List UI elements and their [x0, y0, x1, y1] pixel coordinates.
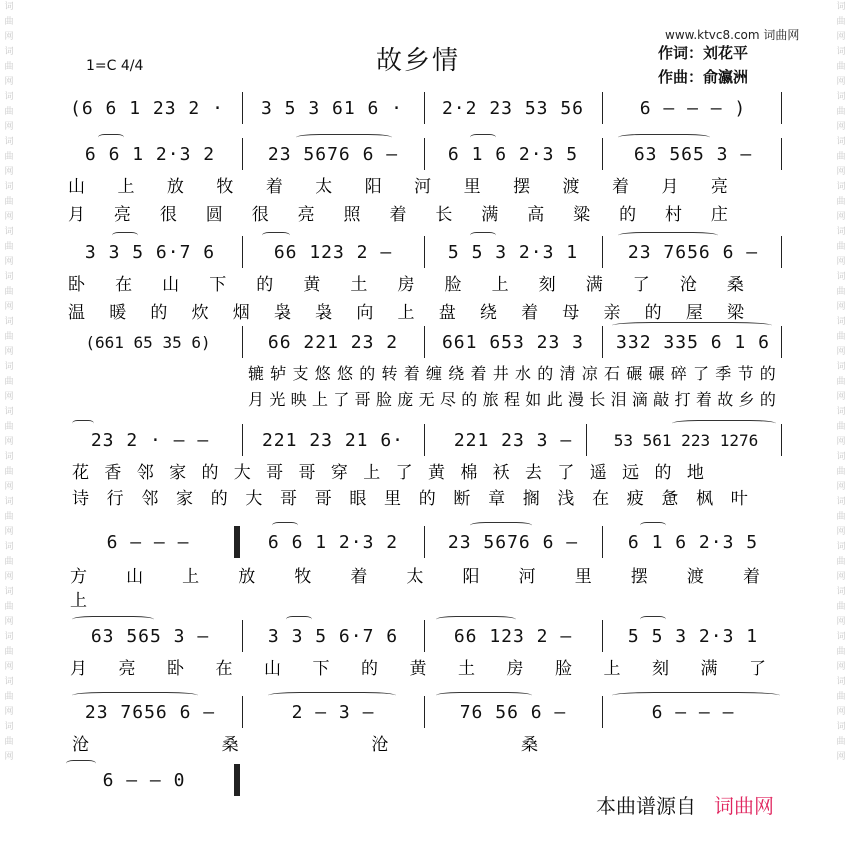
measure: 66 123 2 — — [273, 241, 393, 263]
lyric-char: 月 — [661, 176, 679, 197]
lyric-char: 行 — [106, 488, 124, 509]
lyric-char: 袄 — [492, 462, 510, 483]
score-row-2 — [0, 138, 850, 174]
barline — [781, 424, 782, 456]
barline — [602, 620, 603, 652]
lyric-char: 了 — [333, 389, 350, 409]
measure: 5 5 3 2·3 1 — [627, 625, 759, 647]
lyric-char: 太 — [315, 176, 333, 197]
lyric-char: 亮 — [297, 204, 315, 225]
lyric-char: 亲 — [603, 302, 621, 323]
lyric-char: 里 — [463, 176, 481, 197]
lyric-char: 哥 — [280, 488, 298, 509]
lyric-char: 的 — [654, 462, 672, 483]
lyric-char: 的 — [759, 389, 776, 409]
lyric-char: 水 — [515, 363, 532, 383]
lyric-char: 渡 — [686, 566, 704, 587]
lyric-char: 着 — [350, 566, 368, 587]
barline — [424, 236, 425, 268]
lyric-char: 着 — [695, 389, 712, 409]
lyric-char: 了 — [395, 462, 413, 483]
slur — [98, 134, 124, 141]
lyric-char: 下 — [312, 658, 330, 679]
slur — [72, 692, 198, 699]
lyric-char: 映 — [290, 389, 307, 409]
lyric-char: 阳 — [462, 566, 480, 587]
lyric-char: 断 — [453, 488, 471, 509]
measure: 66 221 23 2 — [267, 331, 399, 353]
measure: 332 335 6 1 6 — [616, 331, 770, 353]
barline — [424, 138, 425, 170]
final-barline — [234, 764, 240, 796]
lyric-char: 摆 — [513, 176, 531, 197]
lyric-char: 牧 — [294, 566, 312, 587]
lyric-char: 满 — [585, 274, 603, 295]
lyric-char: 诗 — [72, 488, 89, 509]
slur — [268, 692, 396, 699]
lyric-char: 脸 — [555, 658, 572, 679]
lyric-char: 河 — [414, 176, 432, 197]
lyric-char: 阳 — [364, 176, 382, 197]
lyric-char: 家 — [176, 488, 194, 509]
lyric-char: 节 — [737, 363, 754, 383]
lyric-char: 亮 — [710, 176, 728, 197]
lyric-char: 在 — [592, 488, 610, 509]
lyric-char: 桑 — [221, 734, 239, 755]
lyric-char: 遥 — [589, 462, 607, 483]
lyric-char: 浅 — [557, 488, 575, 509]
lyric-char: 疲 — [626, 488, 644, 509]
barline — [424, 424, 425, 456]
lyric-char: 邻 — [136, 462, 154, 483]
slur — [612, 322, 772, 329]
lyric-char: 惫 — [661, 488, 679, 509]
lyric-char: 的 — [759, 363, 776, 383]
measure: (6 6 1 23 2 · — [70, 97, 224, 119]
lyric-char: 上 — [491, 274, 509, 295]
slur — [66, 760, 96, 767]
lyric-char: 的 — [201, 462, 219, 483]
lyric-char: 敲 — [653, 389, 670, 409]
measure: 63 565 3 — — [633, 143, 753, 165]
lyric-char: 悠 — [314, 363, 331, 383]
composer-credit: 作曲：俞瀛洲 — [658, 68, 749, 86]
barline — [242, 620, 243, 652]
lyric-line-verse-1 — [68, 270, 744, 294]
lyric-char: 碎 — [670, 363, 687, 383]
measure: 221 23 21 6· — [261, 429, 405, 451]
lyric-char: 棉 — [460, 462, 478, 483]
lyric-char: 了 — [632, 274, 650, 295]
barline — [781, 236, 782, 268]
measure: 6 — — — — [106, 531, 190, 553]
slur — [612, 692, 780, 699]
lyric-char: 支 — [292, 363, 309, 383]
score-row-5 — [0, 424, 850, 460]
lyric-char: 牧 — [216, 176, 234, 197]
lyric-line — [72, 730, 538, 754]
lyric-char: 家 — [169, 462, 187, 483]
lyric-line-verse-2 — [72, 484, 748, 508]
slur — [296, 134, 392, 141]
lyric-char: 哥 — [354, 389, 371, 409]
measure: 6 6 1 2·3 2 — [267, 531, 399, 553]
measure: 23 5676 6 — — [447, 531, 579, 553]
slur — [618, 134, 710, 141]
lyric-char: 井 — [492, 363, 509, 383]
measure: 6 6 1 2·3 2 — [84, 143, 216, 165]
score-row-3 — [0, 236, 850, 272]
lyric-char: 着 — [389, 204, 407, 225]
lyric-char: 土 — [458, 658, 475, 679]
lyric-char: 悠 — [337, 363, 354, 383]
barline — [424, 696, 425, 728]
lyric-char: 的 — [537, 363, 554, 383]
lyric-char: 烟 — [232, 302, 250, 323]
slur — [470, 522, 532, 529]
lyric-char: 香 — [104, 462, 122, 483]
slur — [286, 616, 312, 623]
lyric-char: 着 — [403, 363, 420, 383]
lyric-char: 漫 — [567, 389, 584, 409]
lyric-char: 的 — [461, 389, 478, 409]
lyric-line-verse-2 — [68, 298, 744, 322]
repeat-barline — [234, 526, 240, 558]
lyric-char: 刻 — [652, 658, 669, 679]
site-url[interactable]: www.ktvc8.com 词曲网 — [665, 28, 800, 42]
measure: 5 5 3 2·3 1 — [447, 241, 579, 263]
measure: 66 123 2 — — [453, 625, 573, 647]
lyric-char: 泪 — [610, 389, 627, 409]
lyric-char: 碾 — [626, 363, 643, 383]
lyric-char: 滴 — [631, 389, 648, 409]
lyric-char: 穿 — [330, 462, 348, 483]
measure: 6 1 6 2·3 5 — [447, 143, 579, 165]
lyric-char: 黄 — [303, 274, 321, 295]
slur — [672, 420, 776, 427]
lyric-char: 清 — [559, 363, 576, 383]
barline — [602, 236, 603, 268]
lyric-char: 凉 — [581, 363, 598, 383]
lyric-char: 粱 — [573, 204, 591, 225]
measure: 23 7656 6 — — [627, 241, 759, 263]
barline — [781, 92, 782, 124]
lyric-line-verse-1 — [70, 562, 760, 586]
measure: 6 — — — ) — [639, 97, 747, 119]
lyric-char: 土 — [350, 274, 368, 295]
lyric-char: 房 — [506, 658, 524, 679]
slur — [470, 232, 496, 239]
score-row-7 — [0, 620, 850, 656]
measure: 6 — — 0 — [102, 769, 186, 791]
barline — [602, 526, 603, 558]
lyric-line-verse-2 — [248, 386, 776, 410]
measure: 76 56 6 — — [459, 701, 567, 723]
lyric-char: 暖 — [109, 302, 127, 323]
lyric-char: 眼 — [349, 488, 367, 509]
lyric-char: 河 — [518, 566, 536, 587]
lyric-char: 如 — [525, 389, 542, 409]
measure: 6 1 6 2·3 5 — [627, 531, 759, 553]
lyric-char: 长 — [589, 389, 606, 409]
lyric-char: 缠 — [426, 363, 443, 383]
lyric-char: 山 — [162, 274, 180, 295]
lyric-char: 着 — [611, 176, 629, 197]
score-row-6 — [0, 526, 850, 562]
lyric-char: 哥 — [266, 462, 284, 483]
lyric-char: 乡 — [738, 389, 755, 409]
barline — [602, 696, 603, 728]
measure: (661 65 35 6) — [85, 332, 211, 352]
lyric-char: 炊 — [191, 302, 209, 323]
measure: 63 565 3 — — [90, 625, 210, 647]
lyric-char: 在 — [115, 274, 133, 295]
lyric-char: 长 — [435, 204, 453, 225]
lyric-char: 桑 — [726, 274, 744, 295]
lyric-line — [70, 654, 766, 678]
source-footer — [596, 790, 774, 819]
lyric-char: 下 — [209, 274, 227, 295]
lyric-char: 袅 — [273, 302, 291, 323]
lyric-char: 程 — [503, 389, 520, 409]
lyric-char: 上 — [603, 658, 621, 679]
lyric-char: 去 — [525, 462, 543, 483]
measure: 23 7656 6 — — [84, 701, 216, 723]
lyric-char: 卧 — [68, 274, 85, 295]
lyric-char: 摆 — [630, 566, 648, 587]
lyric-char: 打 — [674, 389, 691, 409]
barline — [781, 326, 782, 358]
lyric-char: 沧 — [72, 734, 89, 755]
lyric-char: 上 — [397, 302, 415, 323]
lyric-char: 着 — [521, 302, 539, 323]
lyric-char: 太 — [406, 566, 424, 587]
lyric-char: 花 — [72, 462, 89, 483]
score-row-4 — [0, 326, 850, 362]
lyric-char: 辘 — [248, 363, 265, 383]
lyric-char: 渡 — [562, 176, 580, 197]
lyric-char: 庄 — [710, 204, 728, 225]
lyric-char: 房 — [397, 274, 415, 295]
barline — [242, 138, 243, 170]
barline — [424, 326, 425, 358]
lyric-char: 黄 — [427, 462, 445, 483]
lyric-char: 的 — [644, 302, 662, 323]
source-label: 本曲谱源自 — [596, 794, 696, 818]
watermark-left: 词曲网 词曲网 词曲网 词曲网 词曲网 词曲网 词曲网 词曲网 词曲网 词曲网 词曲网 词曲网 词曲网 词曲网 词曲网 词曲网 词曲网 — [4, 2, 14, 762]
barline — [602, 138, 603, 170]
slur — [72, 420, 94, 427]
lyric-char: 满 — [481, 204, 499, 225]
lyric-char: 的 — [256, 274, 274, 295]
lyric-char: 照 — [343, 204, 361, 225]
measure: 3 3 5 6·7 6 — [267, 625, 399, 647]
lyric-char: 远 — [622, 462, 640, 483]
lyric-char: 地 — [686, 462, 704, 483]
barline — [242, 696, 243, 728]
lyric-char: 的 — [361, 658, 378, 679]
barline — [586, 424, 587, 456]
lyric-char: 的 — [359, 363, 376, 383]
lyric-char: 卧 — [167, 658, 184, 679]
lyric-char: 哥 — [314, 488, 332, 509]
lyric-char: 亮 — [118, 658, 136, 679]
lyric-char: 高 — [527, 204, 545, 225]
measure: 23 2 · — — — [90, 429, 210, 451]
lyric-char: 圆 — [205, 204, 223, 225]
song-title: 故乡情 — [376, 46, 461, 76]
lyric-char: 上 — [117, 176, 135, 197]
key-time-signature: 1=C 4/4 — [86, 58, 144, 74]
lyric-char: 母 — [562, 302, 580, 323]
slur — [470, 134, 496, 141]
lyric-char: 沧 — [371, 734, 389, 755]
lyric-char: 很 — [251, 204, 269, 225]
lyric-char: 的 — [150, 302, 168, 323]
barline — [602, 92, 603, 124]
lyric-char: 着 — [470, 363, 487, 383]
lyric-char: 枫 — [696, 488, 714, 509]
measure: 6 — — — — [651, 701, 735, 723]
measure: 221 23 3 — — [453, 429, 573, 451]
lyric-char: 放 — [166, 176, 184, 197]
measure: 2·2 23 53 56 — [441, 97, 585, 119]
lyric-char: 盘 — [438, 302, 456, 323]
barline — [781, 138, 782, 170]
lyric-line-verse-2: 上 — [70, 590, 87, 611]
lyric-char: 沧 — [679, 274, 697, 295]
slur — [262, 232, 290, 239]
lyric-char: 山 — [264, 658, 281, 679]
lyric-char: 绕 — [448, 363, 465, 383]
lyric-char: 在 — [215, 658, 233, 679]
lyric-char: 屋 — [685, 302, 703, 323]
lyric-char: 月 — [68, 204, 85, 225]
measure: 3 5 3 61 6 · — [260, 97, 404, 119]
score-row-1 — [0, 92, 850, 128]
lyric-char: 袅 — [315, 302, 333, 323]
lyric-char: 着 — [265, 176, 283, 197]
lyric-char: 的 — [210, 488, 228, 509]
lyric-char: 光 — [269, 389, 286, 409]
slur — [272, 522, 298, 529]
barline — [424, 620, 425, 652]
lyric-char: 月 — [248, 389, 265, 409]
lyric-char: 大 — [245, 488, 263, 509]
slur — [72, 616, 154, 623]
lyric-char: 上 — [363, 462, 381, 483]
lyric-char: 向 — [356, 302, 374, 323]
lyric-char: 大 — [233, 462, 251, 483]
barline — [242, 326, 243, 358]
measure: 3 3 5 6·7 6 — [84, 241, 216, 263]
lyric-char: 梁 — [727, 302, 744, 323]
lyric-char: 的 — [619, 204, 637, 225]
lyric-char: 叶 — [730, 488, 748, 509]
lyric-char: 转 — [381, 363, 398, 383]
slur — [436, 616, 516, 623]
slur — [436, 692, 532, 699]
lyric-char: 轳 — [270, 363, 287, 383]
lyric-char: 山 — [68, 176, 85, 197]
lyric-char: 方 — [70, 566, 87, 587]
measure: 661 653 23 3 — [441, 331, 585, 353]
lyric-char: 上 — [311, 389, 328, 409]
lyric-line-verse-1 — [72, 458, 704, 482]
score-row-8 — [0, 696, 850, 732]
lyric-char: 放 — [238, 566, 256, 587]
lyric-char: 故 — [717, 389, 734, 409]
lyric-char: 刻 — [538, 274, 556, 295]
lyric-line-verse-1 — [68, 172, 728, 196]
lyric-char: 桑 — [520, 734, 538, 755]
barline — [242, 92, 243, 124]
watermark-right: 词曲网 词曲网 词曲网 词曲网 词曲网 词曲网 词曲网 词曲网 词曲网 词曲网 词曲网 词曲网 词曲网 词曲网 词曲网 词曲网 词曲网 — [836, 2, 846, 762]
lyric-char: 脸 — [375, 389, 392, 409]
lyric-char: 温 — [68, 302, 85, 323]
lyric-char: 很 — [159, 204, 177, 225]
lyric-char: 亮 — [113, 204, 131, 225]
lyric-char: 满 — [700, 658, 718, 679]
measure: 23 5676 6 — — [267, 143, 399, 165]
lyric-char: 上 — [182, 566, 200, 587]
barline — [242, 236, 243, 268]
lyric-char: 邻 — [141, 488, 159, 509]
lyric-char: 了 — [749, 658, 766, 679]
lyric-char: 脸 — [444, 274, 462, 295]
lyric-char: 无 — [418, 389, 435, 409]
source-site-link[interactable]: 词曲网 — [714, 794, 774, 818]
barline — [242, 424, 243, 456]
lyric-char: 山 — [126, 566, 144, 587]
lyric-char: 了 — [693, 363, 710, 383]
lyric-char: 碾 — [648, 363, 665, 383]
slur — [618, 232, 718, 239]
lyric-char: 石 — [604, 363, 621, 383]
measure: 53 561 223 1276 — [613, 430, 759, 450]
lyric-char: 里 — [574, 566, 592, 587]
lyric-char: 尽 — [439, 389, 456, 409]
barline — [424, 92, 425, 124]
slur — [640, 522, 666, 529]
lyric-char: 着 — [742, 566, 760, 587]
lyric-char: 此 — [546, 389, 563, 409]
lyric-char: 绕 — [479, 302, 497, 323]
lyric-char: 月 — [70, 658, 87, 679]
lyric-char: 村 — [664, 204, 682, 225]
lyric-char: 章 — [488, 488, 506, 509]
slur — [112, 232, 138, 239]
lyric-char: 旅 — [482, 389, 499, 409]
lyric-line-verse-1 — [248, 360, 776, 384]
lyric-char: 搁 — [522, 488, 540, 509]
barline — [424, 526, 425, 558]
measure: 2 — 3 — — [291, 701, 375, 723]
barline — [602, 326, 603, 358]
lyric-line-verse-2 — [68, 200, 728, 224]
lyric-char: 哥 — [298, 462, 316, 483]
lyric-char: 里 — [384, 488, 402, 509]
lyricist-credit: 作词：刘花平 — [658, 44, 749, 62]
lyric-char: 季 — [715, 363, 732, 383]
lyric-char: 黄 — [409, 658, 427, 679]
lyric-char: 的 — [418, 488, 436, 509]
lyric-char: 了 — [557, 462, 575, 483]
lyric-char: 庞 — [397, 389, 414, 409]
slur — [640, 616, 666, 623]
